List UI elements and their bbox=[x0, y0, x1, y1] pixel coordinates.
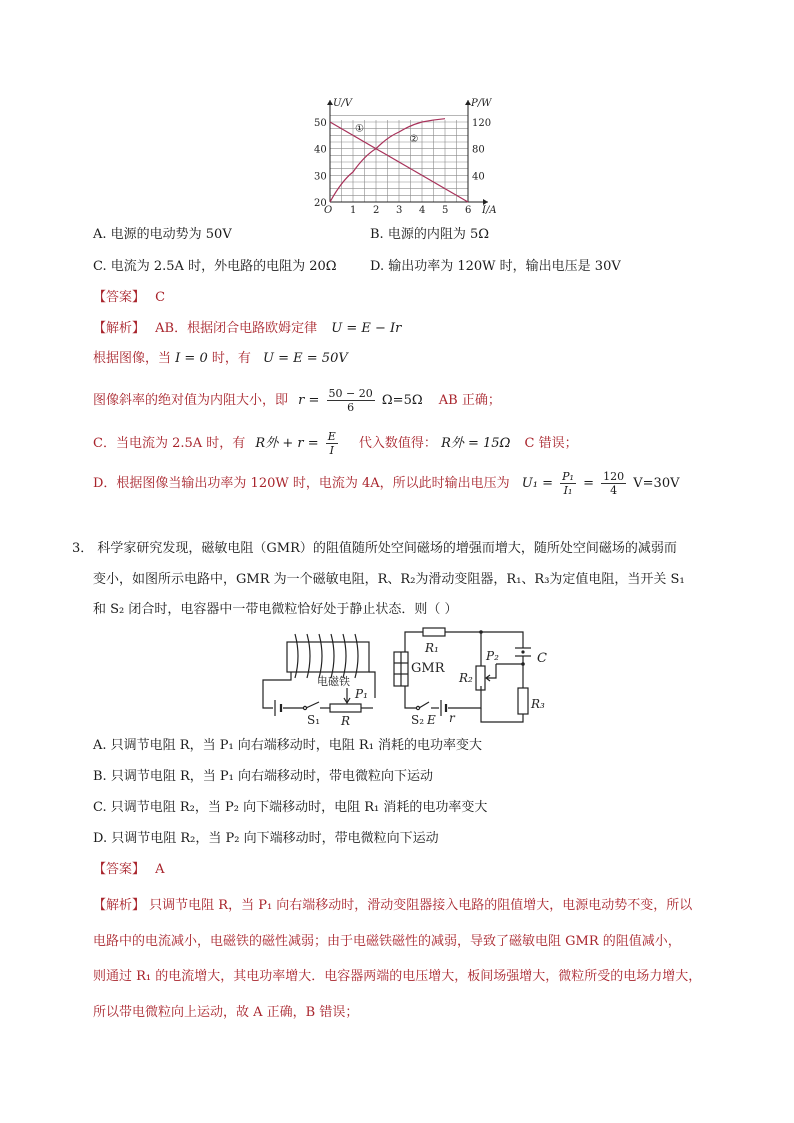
analysis-text: AB．根据闭合电路欧姆定律 bbox=[155, 321, 318, 336]
numerator: 120 bbox=[603, 470, 625, 483]
label-p2: P₂ bbox=[486, 649, 499, 663]
q3-analysis-line-1 bbox=[93, 897, 692, 915]
q3-analysis-line-4: 所以带电微粒向上运动，故 A 正确，B 错误； bbox=[93, 1005, 359, 1020]
chart-grid bbox=[330, 115, 468, 202]
q2-answer bbox=[93, 289, 165, 307]
q3-analysis-line-2: 电路中的电流减小，电磁铁的磁性减弱；由于电磁铁磁性的减弱，导致了磁敏电阻 GMR 的阻值减小， bbox=[93, 934, 681, 949]
q3-analysis-line-3: 则通过 R₁ 的电流增大，其电功率增大．电容器两端的电压增大，板间场强增大，微粒所受的电场力增大， bbox=[93, 969, 702, 984]
y-left-tick-label: 30 bbox=[314, 171, 327, 183]
denominator: 6 bbox=[347, 401, 355, 414]
q3-option-a: A. 只调节电阻 R，当 P₁ 向右端移动时，电阻 R₁ 消耗的电功率变大 bbox=[93, 738, 483, 753]
q3-option-b: B. 只调节电阻 R，当 P₁ 向右端移动时，带电微粒向下运动 bbox=[93, 769, 433, 784]
answer-value: C bbox=[155, 290, 166, 305]
analysis-text: 图像斜率的绝对值为内阻大小，即 bbox=[93, 393, 289, 408]
series-label-2: ② bbox=[409, 134, 419, 145]
formula: U₁ = bbox=[521, 476, 553, 491]
y-left-tick-label: 50 bbox=[314, 118, 327, 129]
u-p-chart bbox=[300, 92, 510, 222]
denominator: I₁ bbox=[563, 484, 573, 497]
q2-option-b: B. 电源的内阻为 5Ω bbox=[370, 227, 489, 242]
fraction bbox=[560, 470, 576, 497]
y-right-tick-label: 120 bbox=[472, 118, 492, 129]
chart-axes bbox=[327, 100, 488, 205]
fraction bbox=[601, 470, 626, 497]
q2-option-c: C. 电流为 2.5A 时，外电路的电阻为 20Ω bbox=[93, 259, 337, 274]
analysis-tag: 【解析】 bbox=[93, 898, 146, 913]
formula: V=30V bbox=[633, 476, 680, 491]
x-tick-label: 3 bbox=[396, 205, 403, 216]
formula: Ω=5Ω bbox=[381, 393, 423, 408]
y-right-axis-label: P/W bbox=[471, 98, 492, 109]
resistor-r1 bbox=[423, 628, 445, 636]
label-r-internal: r bbox=[449, 711, 455, 725]
junction-dot bbox=[521, 662, 525, 666]
q3-stem-line-3: 和 S₂ 闭合时，电容器中一带电微粒恰好处于静止状态．则（ ） bbox=[93, 602, 458, 617]
switch-lever bbox=[306, 702, 319, 708]
label-electromagnet: 电磁铁 bbox=[317, 675, 350, 688]
x-axis-label: I/A bbox=[482, 205, 497, 216]
junction-dot bbox=[479, 630, 483, 634]
analysis-tag: 【解析】 bbox=[93, 321, 146, 336]
label-e: E bbox=[427, 713, 436, 727]
analysis-text: 时，有 bbox=[211, 351, 251, 366]
q2-option-a: A. 电源的电动势为 50V bbox=[93, 227, 232, 242]
x-tick-label: 6 bbox=[465, 205, 472, 216]
answer-tag: 【答案】 bbox=[93, 290, 146, 305]
formula: U = E = 50V bbox=[263, 351, 348, 366]
q3-answer bbox=[93, 861, 165, 879]
answer-tag: 【答案】 bbox=[93, 862, 146, 877]
fraction bbox=[326, 430, 338, 457]
y-left-tick-label: 40 bbox=[314, 144, 327, 156]
analysis-text: D．根据图像当输出功率为 120W 时，电流为 4A，所以此时输出电压为 bbox=[93, 476, 510, 491]
x-tick-label: 2 bbox=[373, 205, 380, 216]
q2-analysis-line-3 bbox=[93, 387, 501, 414]
q3-option-c: C. 只调节电阻 R₂，当 P₂ 向下端移动时，电阻 R₁ 消耗的电功率变大 bbox=[93, 800, 488, 815]
answer-value: A bbox=[155, 862, 165, 877]
q2-analysis-line-5 bbox=[93, 470, 680, 497]
y-right-tick-label: 80 bbox=[472, 144, 485, 156]
q3-option-d: D. 只调节电阻 R₂，当 P₂ 向下端移动时，带电微粒向下运动 bbox=[93, 831, 439, 846]
q2-analysis-line-4 bbox=[93, 430, 578, 457]
fraction bbox=[327, 387, 375, 414]
wire bbox=[405, 632, 423, 652]
analysis-text: 根据图像，当 bbox=[93, 351, 172, 366]
numerator: E bbox=[327, 430, 336, 443]
label-c: C bbox=[537, 651, 547, 666]
analysis-text: C 错误； bbox=[524, 436, 578, 451]
label-s1: S₁ bbox=[307, 713, 321, 727]
formula: R外 = 15Ω bbox=[441, 436, 511, 451]
label-r3: R₃ bbox=[531, 697, 545, 711]
wire bbox=[445, 632, 523, 648]
label-p1: P₁ bbox=[355, 687, 368, 701]
label-s2: S₂ bbox=[411, 713, 425, 727]
formula: U = E − Ir bbox=[331, 321, 402, 336]
label-r1: R₁ bbox=[425, 641, 439, 655]
denominator: 4 bbox=[610, 484, 618, 497]
label-r2: R₂ bbox=[459, 671, 473, 685]
series-label-1: ① bbox=[355, 123, 364, 135]
y-right-tick-label: 40 bbox=[472, 171, 485, 183]
origin-label: O bbox=[324, 205, 333, 216]
wire bbox=[369, 672, 375, 698]
circuit-diagram bbox=[255, 622, 560, 730]
label-r: R bbox=[341, 714, 351, 728]
analysis-text: 只调节电阻 R，当 P₁ 向右端移动时，滑动变阻器接入电路的阻值增大，电源电动势不变，所以 bbox=[149, 898, 693, 913]
wire bbox=[481, 708, 523, 722]
x-tick-label: 5 bbox=[442, 205, 449, 216]
numerator: P₁ bbox=[562, 470, 574, 483]
q2-analysis-line-2 bbox=[93, 350, 348, 368]
q2-analysis-line-1 bbox=[93, 320, 401, 338]
x-tick-label: 4 bbox=[419, 205, 426, 216]
analysis-text: 代入数值得： bbox=[358, 436, 437, 451]
q2-option-d: D. 输出功率为 120W 时，输出电压是 30V bbox=[370, 259, 621, 274]
resistor-r3 bbox=[518, 688, 528, 714]
numerator: 50 − 20 bbox=[328, 387, 373, 400]
q3-stem-line-1: 3． 科学家研究发现，磁敏电阻（GMR）的阻值随所处空间磁场的增强而增大，随所处空间磁场的减弱而 bbox=[72, 541, 677, 556]
charged-particle bbox=[521, 650, 524, 653]
label-gmr: GMR bbox=[411, 661, 445, 676]
formula: R外 + r = bbox=[255, 436, 319, 451]
switch-lever bbox=[419, 702, 429, 708]
y-left-tick-label: 20 bbox=[314, 198, 327, 209]
formula: r = bbox=[298, 393, 320, 408]
analysis-text: C．当电流为 2.5A 时，有 bbox=[93, 436, 246, 451]
y-left-axis-label: U/V bbox=[333, 98, 353, 109]
q3-stem-line-2: 变小，如图所示电路中，GMR 为一个磁敏电阻，R、R₂为滑动变阻器，R₁、R₃为定值电阻，当开关 S₁ bbox=[93, 572, 685, 587]
x-tick-label: 1 bbox=[350, 205, 357, 216]
analysis-text: AB 正确； bbox=[438, 393, 501, 408]
resistor-r bbox=[330, 704, 361, 712]
denominator: I bbox=[329, 444, 334, 457]
wire bbox=[405, 686, 417, 708]
formula: I = 0 bbox=[175, 351, 208, 366]
wire bbox=[263, 672, 291, 708]
formula: = bbox=[583, 476, 594, 491]
